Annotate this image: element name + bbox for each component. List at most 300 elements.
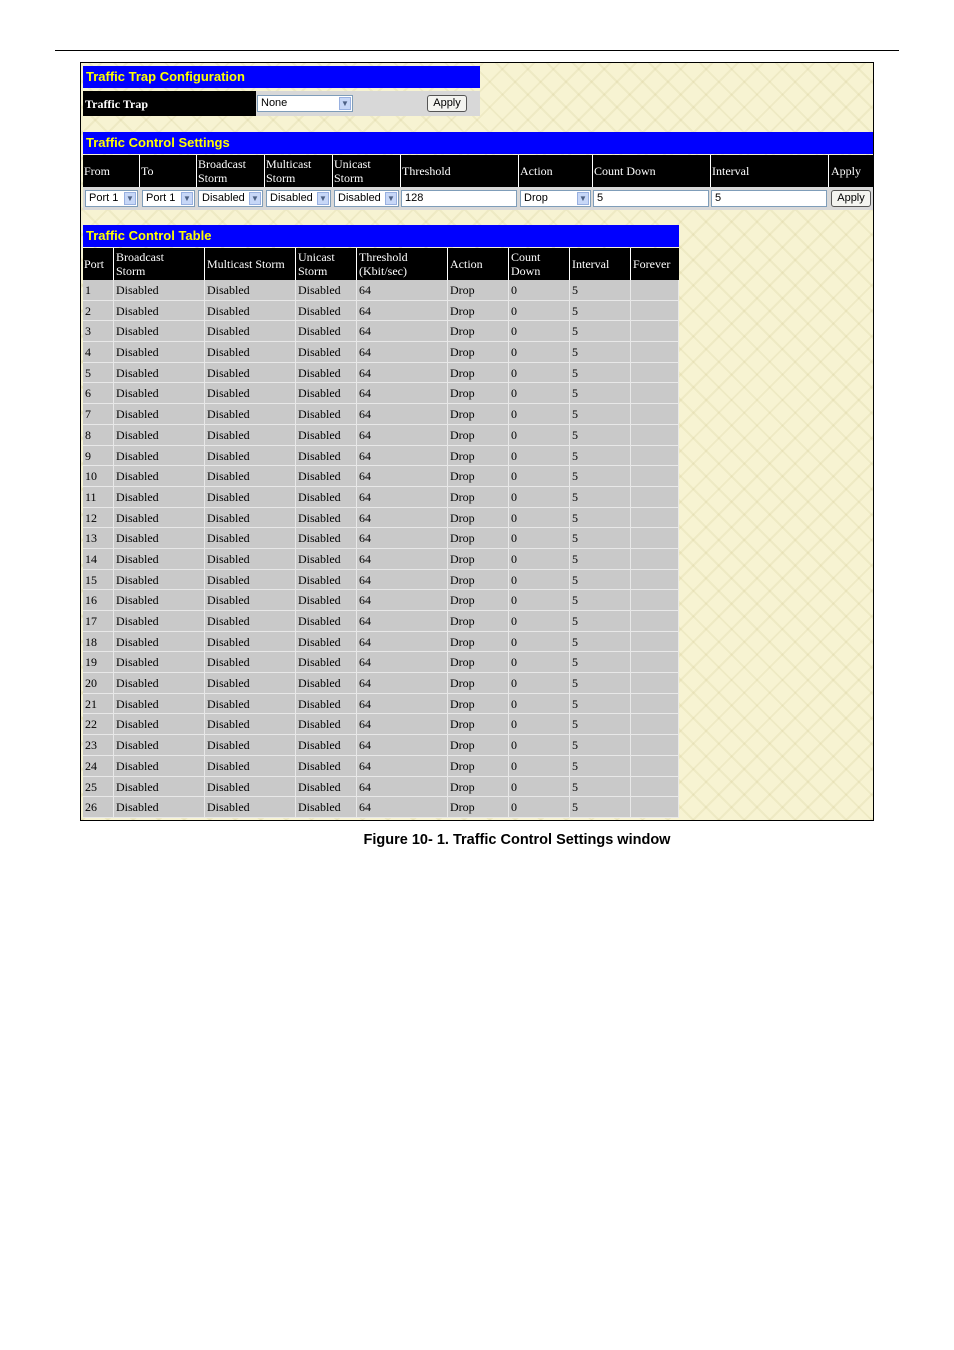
- table-cell-countdown: 0: [509, 383, 570, 403]
- settings-header-broadcast: Broadcast Storm: [197, 155, 265, 187]
- table-cell-action: Drop: [448, 321, 509, 341]
- settings-input-row: [83, 187, 873, 210]
- table-header-row: [83, 248, 679, 280]
- table-cell-multicast: Disabled: [205, 487, 296, 507]
- table-cell-forever: [631, 342, 679, 362]
- table-cell-multicast: Disabled: [205, 508, 296, 528]
- table-cell-interval: 5: [570, 632, 631, 652]
- settings-header-apply: Apply: [831, 164, 861, 178]
- settings-header-to: To: [140, 155, 197, 187]
- to-port-select[interactable]: [142, 190, 195, 207]
- table-cell-threshold: 64: [357, 342, 448, 362]
- table-cell-interval: 5: [570, 528, 631, 548]
- table-row: [83, 383, 679, 404]
- table-cell-interval: 5: [570, 446, 631, 466]
- table-cell-forever: [631, 404, 679, 424]
- table-cell-unicast: Disabled: [296, 673, 357, 693]
- table-cell-action: Drop: [448, 446, 509, 466]
- table-cell-port: 15: [83, 570, 114, 590]
- table-cell-countdown: 0: [509, 797, 570, 817]
- table-cell-threshold: 64: [357, 797, 448, 817]
- table-row: [83, 777, 679, 798]
- table-cell-forever: [631, 673, 679, 693]
- table-cell-interval: 5: [570, 735, 631, 755]
- table-cell-action: Drop: [448, 673, 509, 693]
- settings-section-title: Traffic Control Settings: [83, 132, 873, 154]
- table-cell-forever: [631, 280, 679, 300]
- table-cell-multicast: Disabled: [205, 342, 296, 362]
- table-cell-broadcast: Disabled: [114, 570, 205, 590]
- table-cell-action: Drop: [448, 508, 509, 528]
- table-cell-multicast: Disabled: [205, 363, 296, 383]
- table-row: [83, 528, 679, 549]
- table-cell-broadcast: Disabled: [114, 694, 205, 714]
- table-cell-forever: [631, 446, 679, 466]
- table-header-action: Action: [448, 248, 509, 280]
- table-cell-broadcast: Disabled: [114, 714, 205, 734]
- table-cell-action: Drop: [448, 590, 509, 610]
- traffic-control-window: [80, 62, 874, 821]
- table-cell-unicast: Disabled: [296, 632, 357, 652]
- table-cell-interval: 5: [570, 777, 631, 797]
- chevron-down-icon: ▼: [339, 97, 351, 110]
- table-cell-port: 18: [83, 632, 114, 652]
- table-cell-multicast: Disabled: [205, 673, 296, 693]
- table-cell-port: 5: [83, 363, 114, 383]
- table-cell-action: Drop: [448, 797, 509, 817]
- table-cell-unicast: Disabled: [296, 342, 357, 362]
- broadcast-storm-value: Disabled: [202, 192, 245, 204]
- table-cell-forever: [631, 714, 679, 734]
- table-cell-port: 11: [83, 487, 114, 507]
- table-cell-action: Drop: [448, 528, 509, 548]
- table-row: [83, 446, 679, 467]
- table-cell-threshold: 64: [357, 301, 448, 321]
- interval-input[interactable]: 5: [711, 190, 827, 207]
- table-row: [83, 487, 679, 508]
- table-cell-threshold: 64: [357, 383, 448, 403]
- table-cell-threshold: 64: [357, 652, 448, 672]
- table-cell-unicast: Disabled: [296, 508, 357, 528]
- chevron-down-icon: ▼: [577, 192, 589, 205]
- table-cell-interval: 5: [570, 425, 631, 445]
- table-cell-threshold: 64: [357, 321, 448, 341]
- table-cell-countdown: 0: [509, 549, 570, 569]
- table-cell-interval: 5: [570, 694, 631, 714]
- settings-header-from: From: [83, 155, 140, 187]
- table-cell-countdown: 0: [509, 321, 570, 341]
- table-cell-countdown: 0: [509, 632, 570, 652]
- table-cell-countdown: 0: [509, 363, 570, 383]
- table-cell-unicast: Disabled: [296, 383, 357, 403]
- table-cell-action: Drop: [448, 714, 509, 734]
- table-cell-forever: [631, 590, 679, 610]
- table-cell-forever: [631, 777, 679, 797]
- table-cell-port: 6: [83, 383, 114, 403]
- table-cell-broadcast: Disabled: [114, 797, 205, 817]
- table-cell-forever: [631, 611, 679, 631]
- table-cell-multicast: Disabled: [205, 528, 296, 548]
- table-row: [83, 611, 679, 632]
- chevron-down-icon: ▼: [249, 192, 261, 205]
- table-cell-broadcast: Disabled: [114, 508, 205, 528]
- table-cell-unicast: Disabled: [296, 797, 357, 817]
- table-cell-interval: 5: [570, 590, 631, 610]
- table-cell-multicast: Disabled: [205, 549, 296, 569]
- table-cell-multicast: Disabled: [205, 301, 296, 321]
- table-cell-threshold: 64: [357, 446, 448, 466]
- table-cell-action: Drop: [448, 301, 509, 321]
- from-port-select[interactable]: [85, 190, 138, 207]
- table-cell-action: Drop: [448, 735, 509, 755]
- table-header-countdown: Count Down: [509, 248, 570, 280]
- table-cell-port: 16: [83, 590, 114, 610]
- table-row: [83, 652, 679, 673]
- table-row: [83, 735, 679, 756]
- table-row: [83, 363, 679, 384]
- table-cell-multicast: Disabled: [205, 714, 296, 734]
- table-cell-broadcast: Disabled: [114, 652, 205, 672]
- table-cell-countdown: 0: [509, 425, 570, 445]
- table-cell-port: 14: [83, 549, 114, 569]
- table-cell-unicast: Disabled: [296, 404, 357, 424]
- table-cell-countdown: 0: [509, 528, 570, 548]
- table-cell-countdown: 0: [509, 735, 570, 755]
- table-cell-interval: 5: [570, 321, 631, 341]
- table-cell-action: Drop: [448, 570, 509, 590]
- table-cell-interval: 5: [570, 466, 631, 486]
- settings-header-row: [83, 155, 873, 187]
- table-cell-forever: [631, 487, 679, 507]
- unicast-storm-select[interactable]: [334, 190, 399, 207]
- table-cell-broadcast: Disabled: [114, 446, 205, 466]
- table-row: [83, 342, 679, 363]
- table-header-multicast: Multicast Storm: [205, 248, 296, 280]
- table-row: [83, 714, 679, 735]
- table-cell-action: Drop: [448, 342, 509, 362]
- table-cell-countdown: 0: [509, 611, 570, 631]
- table-row: [83, 694, 679, 715]
- table-cell-forever: [631, 694, 679, 714]
- table-cell-countdown: 0: [509, 301, 570, 321]
- table-cell-action: Drop: [448, 611, 509, 631]
- table-cell-action: Drop: [448, 363, 509, 383]
- table-header-interval: Interval: [570, 248, 631, 280]
- trap-apply-button[interactable]: Apply: [427, 95, 467, 112]
- table-cell-broadcast: Disabled: [114, 777, 205, 797]
- table-cell-multicast: Disabled: [205, 446, 296, 466]
- table-row: [83, 590, 679, 611]
- table-cell-port: 3: [83, 321, 114, 341]
- table-cell-interval: 5: [570, 549, 631, 569]
- settings-header-action: Action: [519, 155, 593, 187]
- table-cell-threshold: 64: [357, 590, 448, 610]
- table-cell-interval: 5: [570, 570, 631, 590]
- table-cell-unicast: Disabled: [296, 714, 357, 734]
- table-cell-broadcast: Disabled: [114, 280, 205, 300]
- table-cell-forever: [631, 549, 679, 569]
- settings-header-interval: Interval: [711, 155, 829, 187]
- table-cell-threshold: 64: [357, 280, 448, 300]
- table-cell-unicast: Disabled: [296, 487, 357, 507]
- table-cell-interval: 5: [570, 342, 631, 362]
- table-cell-broadcast: Disabled: [114, 528, 205, 548]
- table-header-port: Port: [83, 248, 114, 280]
- settings-apply-button[interactable]: Apply: [831, 190, 871, 207]
- table-cell-countdown: 0: [509, 777, 570, 797]
- table-row: [83, 466, 679, 487]
- table-cell-interval: 5: [570, 363, 631, 383]
- table-cell-port: 10: [83, 466, 114, 486]
- table-cell-threshold: 64: [357, 404, 448, 424]
- table-cell-multicast: Disabled: [205, 797, 296, 817]
- table-cell-action: Drop: [448, 383, 509, 403]
- action-value: Drop: [524, 192, 548, 204]
- table-header-forever: Forever: [633, 257, 671, 271]
- table-cell-countdown: 0: [509, 404, 570, 424]
- table-cell-broadcast: Disabled: [114, 466, 205, 486]
- table-cell-multicast: Disabled: [205, 425, 296, 445]
- table-cell-unicast: Disabled: [296, 363, 357, 383]
- table-row: [83, 321, 679, 342]
- table-cell-broadcast: Disabled: [114, 301, 205, 321]
- table-cell-threshold: 64: [357, 528, 448, 548]
- settings-header-unicast: Unicast Storm: [333, 155, 401, 187]
- table-row: [83, 756, 679, 777]
- table-cell-broadcast: Disabled: [114, 342, 205, 362]
- table-cell-broadcast: Disabled: [114, 632, 205, 652]
- table-row: [83, 632, 679, 653]
- table-row: [83, 508, 679, 529]
- table-cell-unicast: Disabled: [296, 652, 357, 672]
- table-cell-forever: [631, 797, 679, 817]
- threshold-input[interactable]: 128: [401, 190, 517, 207]
- table-cell-countdown: 0: [509, 714, 570, 734]
- table-cell-unicast: Disabled: [296, 777, 357, 797]
- table-cell-countdown: 0: [509, 652, 570, 672]
- table-cell-threshold: 64: [357, 694, 448, 714]
- to-port-value: Port 1: [146, 192, 176, 204]
- table-cell-multicast: Disabled: [205, 611, 296, 631]
- table-cell-interval: 5: [570, 487, 631, 507]
- table-row: [83, 425, 679, 446]
- table-cell-multicast: Disabled: [205, 735, 296, 755]
- table-row: [83, 570, 679, 591]
- table-cell-threshold: 64: [357, 756, 448, 776]
- table-cell-action: Drop: [448, 404, 509, 424]
- table-header-broadcast: [114, 248, 205, 280]
- table-header-unicast: Unicast Storm: [296, 248, 357, 280]
- table-row: [83, 673, 679, 694]
- table-cell-interval: 5: [570, 383, 631, 403]
- table-cell-interval: 5: [570, 280, 631, 300]
- multicast-storm-value: Disabled: [270, 192, 313, 204]
- table-cell-forever: [631, 466, 679, 486]
- table-cell-countdown: 0: [509, 694, 570, 714]
- table-cell-threshold: 64: [357, 466, 448, 486]
- table-cell-action: Drop: [448, 549, 509, 569]
- table-body: [83, 280, 679, 818]
- table-cell-action: Drop: [448, 280, 509, 300]
- table-cell-port: 24: [83, 756, 114, 776]
- chevron-down-icon: ▼: [317, 192, 329, 205]
- table-cell-port: 26: [83, 797, 114, 817]
- from-port-value: Port 1: [89, 192, 119, 204]
- table-cell-multicast: Disabled: [205, 383, 296, 403]
- figure-caption: Figure 10- 1. Traffic Control Settings window: [363, 832, 671, 848]
- table-cell-multicast: Disabled: [205, 590, 296, 610]
- table-cell-broadcast: Disabled: [114, 611, 205, 631]
- table-cell-broadcast: Disabled: [114, 383, 205, 403]
- table-cell-countdown: 0: [509, 342, 570, 362]
- table-cell-unicast: Disabled: [296, 694, 357, 714]
- table-cell-forever: [631, 508, 679, 528]
- table-row: [83, 301, 679, 322]
- table-cell-broadcast: Disabled: [114, 321, 205, 341]
- table-cell-countdown: 0: [509, 756, 570, 776]
- table-cell-threshold: 64: [357, 611, 448, 631]
- table-cell-unicast: Disabled: [296, 735, 357, 755]
- table-cell-threshold: 64: [357, 570, 448, 590]
- trap-controls-cell: [256, 91, 480, 116]
- top-rule: [55, 50, 899, 51]
- table-cell-action: Drop: [448, 487, 509, 507]
- table-cell-broadcast: Disabled: [114, 756, 205, 776]
- action-select[interactable]: [520, 190, 591, 207]
- table-cell-port: 2: [83, 301, 114, 321]
- table-cell-interval: 5: [570, 714, 631, 734]
- table-cell-multicast: Disabled: [205, 777, 296, 797]
- table-cell-port: 21: [83, 694, 114, 714]
- table-cell-unicast: Disabled: [296, 528, 357, 548]
- table-cell-forever: [631, 425, 679, 445]
- table-cell-interval: 5: [570, 611, 631, 631]
- table-cell-port: 19: [83, 652, 114, 672]
- table-row: [83, 797, 679, 818]
- table-cell-action: Drop: [448, 777, 509, 797]
- table-cell-forever: [631, 632, 679, 652]
- table-cell-threshold: 64: [357, 714, 448, 734]
- table-cell-unicast: Disabled: [296, 301, 357, 321]
- table-cell-port: 25: [83, 777, 114, 797]
- broadcast-storm-select[interactable]: [198, 190, 263, 207]
- table-cell-forever: [631, 735, 679, 755]
- settings-header-threshold: Threshold: [401, 155, 519, 187]
- table-cell-port: 20: [83, 673, 114, 693]
- table-cell-broadcast: Disabled: [114, 425, 205, 445]
- table-cell-broadcast: Disabled: [114, 363, 205, 383]
- table-cell-broadcast: Disabled: [114, 404, 205, 424]
- unicast-storm-value: Disabled: [338, 192, 381, 204]
- table-cell-multicast: Disabled: [205, 280, 296, 300]
- table-cell-action: Drop: [448, 652, 509, 672]
- table-cell-unicast: Disabled: [296, 756, 357, 776]
- table-cell-countdown: 0: [509, 673, 570, 693]
- table-cell-port: 1: [83, 280, 114, 300]
- chevron-down-icon: ▼: [124, 192, 136, 205]
- table-cell-unicast: Disabled: [296, 590, 357, 610]
- table-row: [83, 549, 679, 570]
- table-cell-action: Drop: [448, 425, 509, 445]
- traffic-trap-value: None: [261, 97, 288, 109]
- table-cell-port: 17: [83, 611, 114, 631]
- table-cell-multicast: Disabled: [205, 652, 296, 672]
- table-cell-forever: [631, 652, 679, 672]
- table-cell-multicast: Disabled: [205, 694, 296, 714]
- table-cell-broadcast: Disabled: [114, 590, 205, 610]
- table-cell-multicast: Disabled: [205, 321, 296, 341]
- table-cell-countdown: 0: [509, 446, 570, 466]
- table-cell-unicast: Disabled: [296, 466, 357, 486]
- table-cell-countdown: 0: [509, 280, 570, 300]
- table-cell-interval: 5: [570, 404, 631, 424]
- table-cell-threshold: 64: [357, 777, 448, 797]
- table-cell-threshold: 64: [357, 487, 448, 507]
- table-cell-action: Drop: [448, 466, 509, 486]
- table-cell-action: Drop: [448, 694, 509, 714]
- table-header-threshold: Threshold (Kbit/sec): [357, 248, 448, 280]
- table-cell-unicast: Disabled: [296, 280, 357, 300]
- table-cell-multicast: Disabled: [205, 632, 296, 652]
- table-cell-port: 7: [83, 404, 114, 424]
- table-cell-countdown: 0: [509, 570, 570, 590]
- table-cell-action: Drop: [448, 756, 509, 776]
- trap-label-cell: [83, 91, 256, 116]
- table-cell-port: 12: [83, 508, 114, 528]
- table-cell-forever: [631, 383, 679, 403]
- table-cell-port: 13: [83, 528, 114, 548]
- table-cell-forever: [631, 363, 679, 383]
- table-cell-broadcast: Disabled: [114, 673, 205, 693]
- table-cell-threshold: 64: [357, 632, 448, 652]
- table-cell-threshold: 64: [357, 549, 448, 569]
- table-cell-unicast: Disabled: [296, 446, 357, 466]
- table-cell-broadcast: Disabled: [114, 549, 205, 569]
- settings-header-countdown: Count Down: [593, 155, 711, 187]
- table-cell-threshold: 64: [357, 673, 448, 693]
- table-row: [83, 280, 679, 301]
- table-cell-port: 8: [83, 425, 114, 445]
- table-cell-forever: [631, 321, 679, 341]
- table-cell-port: 22: [83, 714, 114, 734]
- table-cell-interval: 5: [570, 652, 631, 672]
- table-header-broadcast-text: Broadcast Storm: [116, 250, 164, 278]
- table-cell-action: Drop: [448, 632, 509, 652]
- countdown-input[interactable]: 5: [593, 190, 709, 207]
- settings-header-multicast: Multicast Storm: [265, 155, 333, 187]
- table-cell-broadcast: Disabled: [114, 487, 205, 507]
- table-row: [83, 404, 679, 425]
- table-cell-forever: [631, 528, 679, 548]
- table-cell-countdown: 0: [509, 508, 570, 528]
- table-cell-multicast: Disabled: [205, 404, 296, 424]
- table-cell-unicast: Disabled: [296, 611, 357, 631]
- chevron-down-icon: ▼: [181, 192, 193, 205]
- table-cell-interval: 5: [570, 797, 631, 817]
- traffic-trap-select[interactable]: [257, 95, 353, 112]
- table-cell-broadcast: Disabled: [114, 735, 205, 755]
- table-cell-interval: 5: [570, 673, 631, 693]
- table-cell-port: 23: [83, 735, 114, 755]
- multicast-storm-select[interactable]: [266, 190, 331, 207]
- table-cell-unicast: Disabled: [296, 570, 357, 590]
- table-cell-threshold: 64: [357, 735, 448, 755]
- chevron-down-icon: ▼: [385, 192, 397, 205]
- table-cell-threshold: 64: [357, 508, 448, 528]
- table-cell-countdown: 0: [509, 466, 570, 486]
- table-cell-interval: 5: [570, 301, 631, 321]
- table-cell-forever: [631, 570, 679, 590]
